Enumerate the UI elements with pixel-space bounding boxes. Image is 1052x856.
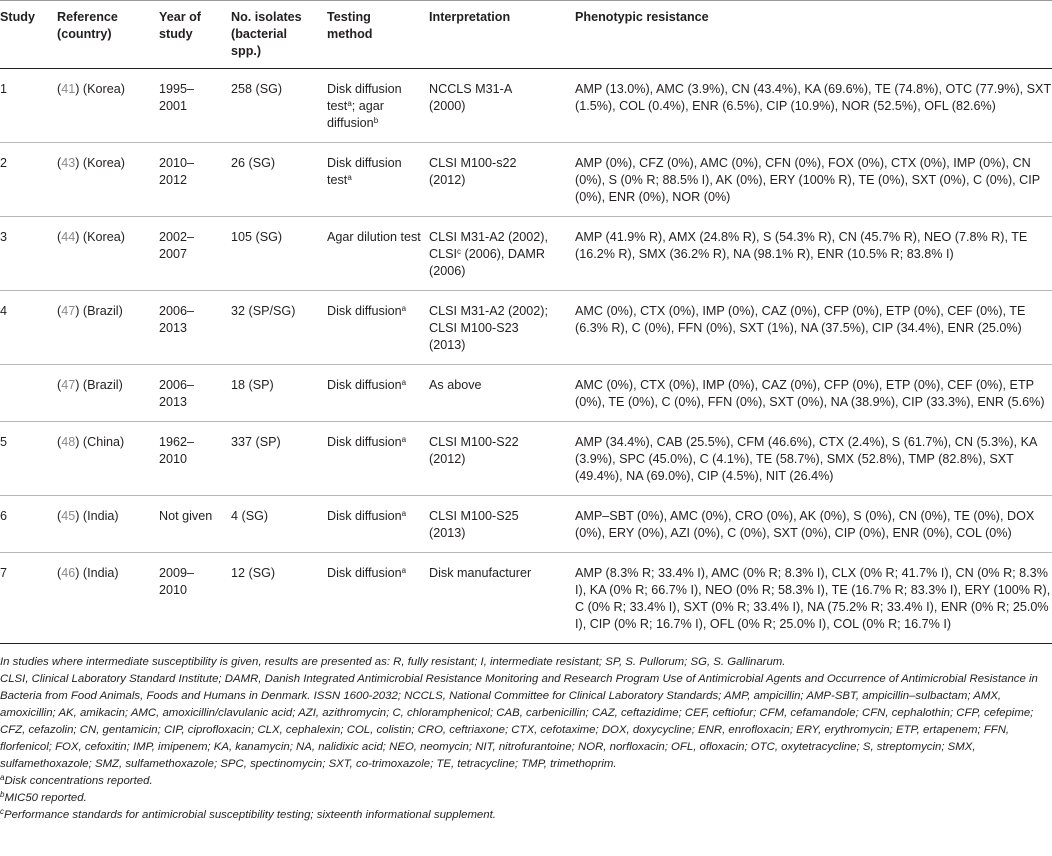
cell-isolates: 4 (SG)	[231, 509, 269, 523]
header-year	[159, 1, 231, 69]
header-text: Phenotypic resistance	[575, 10, 709, 24]
year: 2009–	[159, 566, 195, 580]
cell-reference: (41) (Korea)	[57, 82, 125, 96]
cell-method	[327, 496, 429, 553]
cell-interpretation	[429, 496, 575, 553]
method: Disk diffusion test	[327, 156, 402, 187]
reference-link[interactable]: 47	[61, 304, 76, 318]
footnote-mark: a	[401, 509, 407, 518]
reference-link[interactable]: 46	[61, 566, 76, 580]
cell-resistance: AMP (41.9% R), AMX (24.8% R), S (54.3% R), CN (45.7% R), NEO (7.8% R), TE (16.2% R), SMX (36.2% R), NA (98.1% R), ENR (10.5% R; 83.8% I)	[575, 230, 1028, 261]
table-row	[0, 291, 1052, 365]
cell-method	[327, 291, 429, 365]
header-text: Interpretation	[429, 10, 511, 24]
reference-link[interactable]: 41	[61, 82, 76, 96]
footnote-mark: a	[401, 435, 407, 444]
cell-method	[327, 553, 429, 644]
country: (Korea)	[79, 82, 125, 96]
footnote-mark: a	[347, 173, 352, 182]
cell-isolates: 18 (SP)	[231, 378, 274, 392]
cell-year	[159, 422, 231, 496]
method: Disk diffusion	[327, 378, 402, 392]
reference-link[interactable]: 43	[61, 156, 76, 170]
country: (India)	[79, 566, 119, 580]
cell-interpretation	[429, 365, 575, 422]
year: 2001	[159, 99, 188, 113]
cell-interpretation	[429, 291, 575, 365]
cell-year	[159, 365, 231, 422]
country: (China)	[79, 435, 125, 449]
cell-resistance: AMP (34.4%), CAB (25.5%), CFM (46.6%), CTX (2.4%), S (61.7%), CN (5.3%), KA (3.9%), SPC (45.0%), C (4.1%), TE (58.7%), SMX (52.8%), TMP (82.8%), SXT (49.4%), NA (69.0%), CIP (4.5%), NIT (26.4%)	[575, 435, 1037, 483]
header-method	[327, 1, 429, 69]
interpretation: CLSI M100-S22	[429, 435, 519, 449]
footnote-mark: c	[0, 807, 4, 816]
table-row	[0, 496, 1052, 553]
cell-method	[327, 217, 429, 291]
cell-year	[159, 291, 231, 365]
header-text: method	[327, 27, 373, 41]
footnote-mark: b	[373, 116, 379, 125]
cell-interpretation	[429, 553, 575, 644]
cell-study	[0, 365, 57, 422]
interpretation: (2000)	[429, 99, 466, 113]
reference-link[interactable]: 47	[61, 378, 76, 392]
cell-reference: (47) (Brazil)	[57, 378, 123, 392]
country: (Brazil)	[79, 378, 123, 392]
table-row	[0, 217, 1052, 291]
footnote-text: Disk concentrations reported.	[4, 775, 153, 787]
footnote-mark: a	[401, 566, 407, 575]
interpretation: CLSI M100-S23	[429, 321, 519, 335]
cell-resistance: AMP (0%), CFZ (0%), AMC (0%), CFN (0%), FOX (0%), CTX (0%), IMP (0%), CN (0%), S (0% R; 88.5% I), AK (0%), ERY (100% R), TE (0%), SXT (0%), C (0%), CIP (0%), ENR (0%), NOR (0%)	[575, 156, 1040, 204]
interpretation: (2012)	[429, 452, 466, 466]
interpretation: NCCLS M31-A	[429, 82, 513, 96]
method: Disk diffusion	[327, 566, 402, 580]
table-row	[0, 143, 1052, 217]
cell-reference: (47) (Brazil)	[57, 304, 123, 318]
header-study	[0, 1, 57, 69]
cell-method	[327, 69, 429, 143]
year: 2010–	[159, 156, 195, 170]
year: 2006–	[159, 304, 195, 318]
cell-study: 4	[0, 304, 8, 318]
year: 1995–	[159, 82, 195, 96]
footnote-mark: a	[347, 99, 352, 108]
header-text: spp.)	[231, 44, 262, 58]
interpretation: (2013)	[429, 526, 466, 540]
cell-resistance: AMP (13.0%), AMC (3.9%), CN (43.4%), KA (69.6%), TE (74.8%), OTC (77.9%), SXT (1.5%), COL (0.4%), ENR (6.5%), CIP (10.9%), NOR (52.5%), OFL (82.6%)	[575, 82, 1051, 113]
header-resistance	[575, 1, 1052, 69]
interpretation: (2006)	[429, 264, 466, 278]
cell-isolates: 105 (SG)	[231, 230, 283, 244]
cell-reference: (46) (India)	[57, 566, 119, 580]
cell-method	[327, 143, 429, 217]
footnote-b	[0, 790, 1050, 807]
year: 2010	[159, 452, 188, 466]
method: Disk diffusion test	[327, 82, 402, 113]
footnote-text: Performance standards for antimicrobial susceptibility testing; sixteenth informational supplement.	[4, 809, 496, 821]
cell-year	[159, 69, 231, 143]
cell-study: 7	[0, 566, 8, 580]
footnote-intro: In studies where intermediate susceptibility is given, results are presented as: R, fully resistant; I, intermediate resistant; SP, S. Pullorum; SG, S. Gallinarum.	[0, 656, 786, 668]
footnote-mark: b	[0, 790, 5, 799]
table-header	[0, 1, 1052, 69]
cell-resistance: AMC (0%), CTX (0%), IMP (0%), CAZ (0%), CFP (0%), ETP (0%), CEF (0%), ETP (0%), TE (0%), C (0%), FFN (0%), SXT (0%), NA (38.9%), CIP (33.3%), ENR (5.6%)	[575, 378, 1045, 409]
year: 2013	[159, 395, 188, 409]
footnote-text: MIC50 reported.	[4, 792, 87, 804]
country: (Brazil)	[79, 304, 123, 318]
header-text: Study	[0, 10, 35, 24]
header-interpretation	[429, 1, 575, 69]
interpretation: CLSI M100-S25	[429, 509, 519, 523]
cell-study: 2	[0, 156, 8, 170]
header-text: Testing	[327, 10, 371, 24]
country: (Korea)	[79, 230, 125, 244]
method: ; agar diffusion	[327, 99, 384, 130]
cell-reference: (45) (India)	[57, 509, 119, 523]
method: Agar dilution test	[327, 230, 421, 244]
cell-isolates: 258 (SG)	[231, 82, 283, 96]
cell-isolates: 32 (SP/SG)	[231, 304, 296, 318]
footnote-abbreviations: CLSI, Clinical Laboratory Standard Institute; DAMR, Danish Integrated Antimicrobial Resistance Monitoring and Research Program Use of Antimicrobial Agents and Occurrence of Antimicrobial Resistance in Bacteria from Food Animals, Foods and Humans in Denmark. ISSN 1600-2032; NCCLS, National Committee for Clinical Laboratory Standards; AMP, ampicillin; AMP-SBT, ampicillin–sulbactam; AMX, amoxicillin; AK, amikacin; AMC, amoxicillin/clavulanic acid; AZI, azithromycin; C, chloramphenicol; CAB, carbenicillin; CAZ, ceftazidime; CEF, ceftiofur; CFM, cefamandole; CFN, cephalothin; CFP, cefepime; CFZ, cefazolin; CN, gentamicin; CIP, ciprofloxacin; CLX, cephalexin; COL, colistin; CRO, ceftriaxone; CTX, cefotaxime; DOX, doxycycline; ENR, enrofloxacin; ERY, erythromycin; ETP, ertapenem; FFN, florfenicol; FOX, cefoxitin; IMP, imipenem; KA, kanamycin; NA, nalidixic acid; NEO, neomycin; NIT, nitrofurantoine; NOR, norfloxacin; OFL, ofloxacin; OTC, oxytetracycline; S, streptomycin; SMX, sulfamethoxazole; SMZ, sulfamethoxazole; SPC, spectinomycin; SXT, co-trimoxazole; TE, tetracycline; TMP, trimethoprim.	[0, 673, 1038, 770]
footnote-mark: a	[0, 773, 5, 782]
cell-year	[159, 496, 231, 553]
cell-method	[327, 422, 429, 496]
cell-isolates: 12 (SG)	[231, 566, 276, 580]
cell-study: 5	[0, 435, 8, 449]
cell-interpretation	[429, 69, 575, 143]
year: 2002–	[159, 230, 195, 244]
header-text: Reference	[57, 10, 118, 24]
header-text: (country)	[57, 27, 112, 41]
reference-link[interactable]: 45	[61, 509, 76, 523]
method: Disk diffusion	[327, 435, 402, 449]
footnote-mark: a	[401, 304, 407, 313]
interpretation: As above	[429, 378, 482, 392]
country: (Korea)	[79, 156, 125, 170]
cell-study: 1	[0, 82, 8, 96]
table-row	[0, 553, 1052, 644]
cell-reference: (43) (Korea)	[57, 156, 125, 170]
cell-study: 3	[0, 230, 8, 244]
method: Disk diffusion	[327, 509, 402, 523]
year: 2006–	[159, 378, 195, 392]
country: (India)	[79, 509, 119, 523]
cell-reference: (44) (Korea)	[57, 230, 125, 244]
cell-isolates: 337 (SP)	[231, 435, 281, 449]
table-row	[0, 69, 1052, 143]
table-footnotes	[0, 654, 1050, 824]
interpretation: (2013)	[429, 338, 466, 352]
cell-method	[327, 365, 429, 422]
footnote-mark: c	[457, 247, 461, 256]
cell-reference: (48) (China)	[57, 435, 125, 449]
year: 2013	[159, 321, 188, 335]
interpretation: CLSI M31-A2 (2002),	[429, 230, 548, 244]
cell-resistance: AMP–SBT (0%), AMC (0%), CRO (0%), AK (0%), S (0%), CN (0%), TE (0%), DOX (0%), ERY (0%), AZI (0%), C (0%), SXT (0%), CIP (0%), ENR (0%), COL (0%)	[575, 509, 1035, 540]
header-text: study	[159, 27, 193, 41]
footnote-c	[0, 807, 1050, 824]
cell-study: 6	[0, 509, 8, 523]
cell-year	[159, 553, 231, 644]
header-isolates	[231, 1, 327, 69]
cell-resistance: AMC (0%), CTX (0%), IMP (0%), CAZ (0%), CFP (0%), ETP (0%), CEF (0%), TE (6.3% R), C (0%), FFN (0%), SXT (1%), NA (37.5%), CIP (34.4%), ENR (25.0%)	[575, 304, 1026, 335]
cell-resistance: AMP (8.3% R; 33.4% I), AMC (0% R; 8.3% I), CLX (0% R; 41.7% I), CN (0% R; 8.3% I), KA (0% R; 66.7% I), NEO (0% R; 58.3% I), TE (16.7% R; 83.3% I), ERY (100% R), C (0% R; 33.4% I), SXT (0% R; 33.4% I), NA (75.2% R; 33.4% I), ENR (0% R; 25.0% I), CIP (0% R; 16.7% I), OFL (0% R; 25.0% I), COL (0% R; 16.7% I)	[575, 566, 1051, 631]
interpretation: (2012)	[429, 173, 466, 187]
interpretation: CLSI	[429, 247, 457, 261]
cell-isolates: 26 (SG)	[231, 156, 276, 170]
header-text: No. isolates	[231, 10, 302, 24]
year: 2012	[159, 173, 188, 187]
method: Disk diffusion	[327, 304, 402, 318]
table-row	[0, 365, 1052, 422]
reference-link[interactable]: 48	[61, 435, 76, 449]
cell-year	[159, 143, 231, 217]
cell-interpretation	[429, 217, 575, 291]
year: Not given	[159, 509, 213, 523]
interpretation: CLSI M31-A2 (2002);	[429, 304, 548, 318]
header-text: Year of	[159, 10, 201, 24]
footnote-mark: a	[401, 378, 407, 387]
cell-interpretation	[429, 143, 575, 217]
table-row	[0, 422, 1052, 496]
header-reference	[57, 1, 159, 69]
interpretation: (2006), DAMR	[461, 247, 545, 261]
cell-interpretation	[429, 422, 575, 496]
footnote-a	[0, 773, 1050, 790]
interpretation: CLSI M100-s22	[429, 156, 517, 170]
year: 2010	[159, 583, 188, 597]
year: 1962–	[159, 435, 195, 449]
interpretation: Disk manufacturer	[429, 566, 532, 580]
cell-year	[159, 217, 231, 291]
reference-link[interactable]: 44	[61, 230, 76, 244]
header-text: (bacterial	[231, 27, 287, 41]
year: 2007	[159, 247, 188, 261]
